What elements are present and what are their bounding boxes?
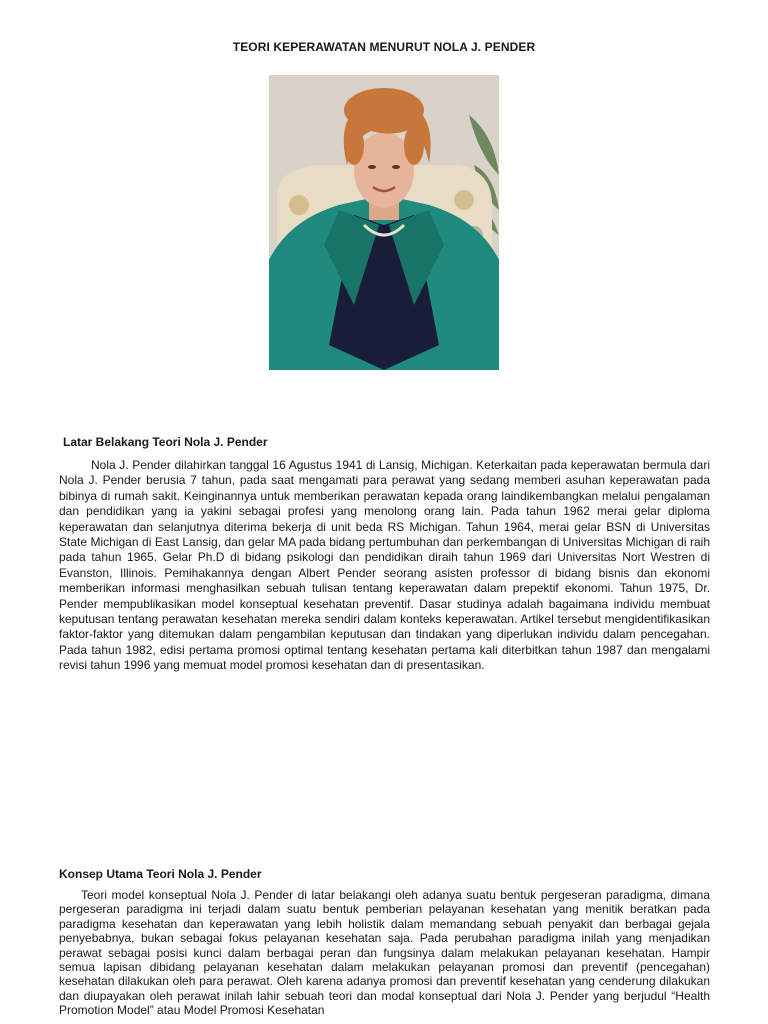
section-body-background: Nola J. Pender dilahirkan tanggal 16 Agustus 1941 di Lansig, Michigan. Keterkaitan pada keperawatan bermula dari Nola J. Pender berusia 7 tahun, pada saat mengamati para perawat yang sedang memberi asuhan keperawatan pada bibinya di rumah sakit. Keinginannya untuk memberikan perawatan kepada orang laindikembangkan melalui pengalaman dan pendidikan yang ia yakini sebagai profesi yang menolong orang lain. Pada tahun 1962 merai gelar diploma keperawatan dan selanjutnya diterima bekerja di unit beda RS Michigan. Tahun 1964, merai gelar BSN di Universitas State Michigan di East Lansig, dan gelar MA pada bidang pertumbuhan dan perkembangan di Universitas Michigan di raih pada tahun 1965. Gelar Ph.D di bidang psikologi dan pendidikan diraih tahun 1969 dari Universitas Nort Westren di Evanston, Illinois. Pemihakannya dengan Albert Pender seorang asisten professor di bidang bisnis dan ekonomi memberikan informasi menghasilkan sebuah tulisan tentang keperawatan dalam prepektif ekonomi. Tahun 1975, Dr. Pender mempublikasikan model konseptual kesehatan preventif. Dasar studinya adalah bagaimana individu membuat keputusan tentang perawatan kesehatan mereka sendiri dalam konteks keperawatan. Artikel tersebut mengidentifikasikan faktor-faktor yang ditemukan dalam pengambilan keputusan dan tindakan yang diperlukan individu dalam pencegahan. Pada tahun 1982, edisi pertama promosi optimal tentang kesehatan pertama kali diterbitkan tahun 1987 dan mengalami revisi tahun 1996 yang memuat model promosi kesehatan dan di presentasikan. — [59, 458, 710, 673]
portrait-photo — [269, 75, 499, 370]
section-heading-background: Latar Belakang Teori Nola J. Pender — [63, 435, 268, 449]
section-heading-main-concept: Konsep Utama Teori Nola J. Pender — [59, 867, 262, 881]
section-body-main-concept: Teori model konseptual Nola J. Pender di latar belakangi oleh adanya suatu bentuk pergeseran paradigma, dimana pergeseran paradigma ini terjadi dalam suatu bentuk pemberian pelayanan kesehatan yang menitik beratkan pada paradigma kesehatan dan keperawatan yang lebih holistik dalam memandang sebuah penyakit dan berbagai gejala penyebabnya, bukan sebagai fokus pelayanan kesehatan saja. Pada perubahan paradigma inilah yang menjadikan perawat sebagai posisi kunci dalam berbagai peran dan fungsinya dalam melakukan pelayanan kesehatan. Hampir semua lapisan dibidang pelayanan kesehatan dalam melakukan pelayanan promosi dan preventif (pencegahan) kesehatan dilakukan oleh para perawat. Oleh karena adanya promosi dan preventif kesehatan yang cenderung dilakukan dan diupayakan oleh perawat inilah lahir sebuah teori dan modal konseptual dari Nola J. Pender yang berjudul “Health Promotion Model” atau Model Promosi Kesehatan — [59, 888, 710, 1018]
document-title: TEORI KEPERAWATAN MENURUT NOLA J. PENDER — [232, 40, 536, 54]
portrait-illustration — [269, 75, 499, 370]
